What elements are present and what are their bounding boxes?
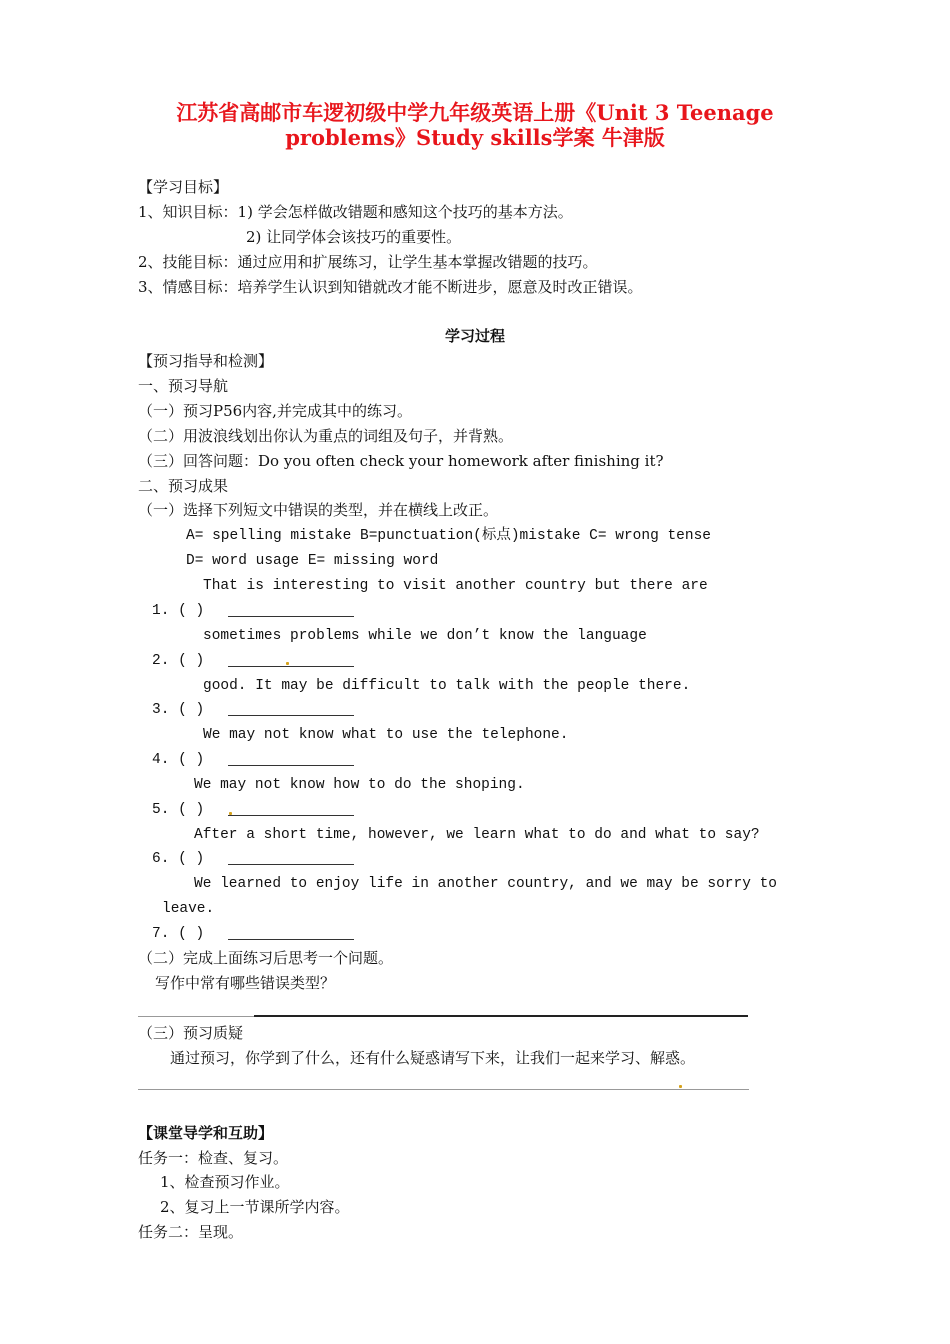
answer-blank-3[interactable] xyxy=(228,715,354,716)
objective-knowledge-1: 1、知识目标：1) 学会怎样做改错题和感知这个技巧的基本方法。 xyxy=(138,203,573,221)
passage-line-6: After a short time, however, we learn what to do and what to say? xyxy=(194,827,760,843)
passage-line-7: We learned to enjoy life in another country, and we may be sorry to xyxy=(194,876,777,892)
answer-slot-6: 6. ( ) xyxy=(152,851,205,867)
answer-slot-3: 3. ( ) xyxy=(152,702,205,718)
section-title-process: 学习过程 xyxy=(444,327,505,345)
objective-knowledge-2: 2) 让同学体会该技巧的重要性。 xyxy=(246,228,462,246)
error-types-line-2: D= word usage E= missing word xyxy=(186,553,439,569)
ink-speck xyxy=(229,812,232,815)
passage-line-2: sometimes problems while we don’t know the language xyxy=(203,628,647,644)
answer-slot-5: 5. ( ) xyxy=(152,802,205,818)
task-1-step-1: 1、检查预习作业。 xyxy=(160,1173,290,1191)
objectives-heading: 【学习目标】 xyxy=(138,178,229,196)
reflection-answer-line[interactable] xyxy=(254,1015,748,1017)
questions-answer-line[interactable] xyxy=(138,1089,749,1090)
exercise-instruction: （一）选择下列短文中错误的类型，并在横线上改正。 xyxy=(138,501,499,519)
classroom-heading: 【课堂导学和互助】 xyxy=(138,1124,274,1142)
questions-heading: （三）预习质疑 xyxy=(138,1024,244,1042)
preview-results-heading: 二、预习成果 xyxy=(138,477,229,495)
answer-blank-1[interactable] xyxy=(228,616,354,617)
answer-blank-4[interactable] xyxy=(228,765,354,766)
questions-prompt: 通过预习，你学到了什么，还有什么疑惑请写下来，让我们一起来学习、解惑。 xyxy=(170,1049,696,1067)
task-1-step-2: 2、复习上一节课所学内容。 xyxy=(160,1198,350,1216)
answer-blank-7[interactable] xyxy=(228,939,354,940)
page-title-line-2: problems》Study skills学案 牛津版 xyxy=(285,125,665,150)
ink-speck xyxy=(679,1085,682,1088)
objective-skill: 2、技能目标：通过应用和扩展练习，让学生基本掌握改错题的技巧。 xyxy=(138,253,598,271)
page-title-line-1: 江苏省高邮市车逻初级中学九年级英语上册《Unit 3 Teenage xyxy=(176,100,774,125)
passage-line-3: good. It may be difficult to talk with the people there. xyxy=(203,678,691,694)
answer-slot-1: 1. ( ) xyxy=(152,603,205,619)
task-2: 任务二：呈现。 xyxy=(138,1223,244,1241)
preview-step-2: （二）用波浪线划出你认为重点的词组及句子，并背熟。 xyxy=(138,427,514,445)
preview-heading: 【预习指导和检测】 xyxy=(138,352,274,370)
passage-line-7-cont: leave. xyxy=(162,901,215,917)
ink-speck xyxy=(286,662,289,665)
passage-line-1: That is interesting to visit another country but there are xyxy=(203,578,708,594)
answer-blank-2[interactable] xyxy=(228,666,354,667)
answer-slot-7: 7. ( ) xyxy=(152,926,205,942)
answer-blank-5[interactable] xyxy=(228,815,354,816)
answer-line-start xyxy=(138,1016,254,1017)
answer-blank-6[interactable] xyxy=(228,864,354,865)
preview-nav-heading: 一、预习导航 xyxy=(138,377,229,395)
preview-step-3: （三）回答问题：Do you often check your homework after finishing it? xyxy=(138,452,664,470)
reflection-question: 写作中常有哪些错误类型？ xyxy=(155,974,336,992)
task-1: 任务一：检查、复习。 xyxy=(138,1149,289,1167)
answer-slot-4: 4. ( ) xyxy=(152,752,205,768)
objective-emotion: 3、情感目标：培养学生认识到知错就改才能不断进步，愿意及时改正错误。 xyxy=(138,278,643,296)
passage-line-4: We may not know what to use the telephone. xyxy=(203,727,569,743)
preview-step-1: （一）预习P56内容,并完成其中的练习。 xyxy=(138,402,412,420)
passage-line-5: We may not know how to do the shoping. xyxy=(194,777,525,793)
answer-slot-2: 2. ( ) xyxy=(152,653,205,669)
reflection-heading: （二）完成上面练习后思考一个问题。 xyxy=(138,949,394,967)
error-types-line-1: A= spelling mistake B=punctuation(标点)mistake C= wrong tense xyxy=(186,528,711,544)
